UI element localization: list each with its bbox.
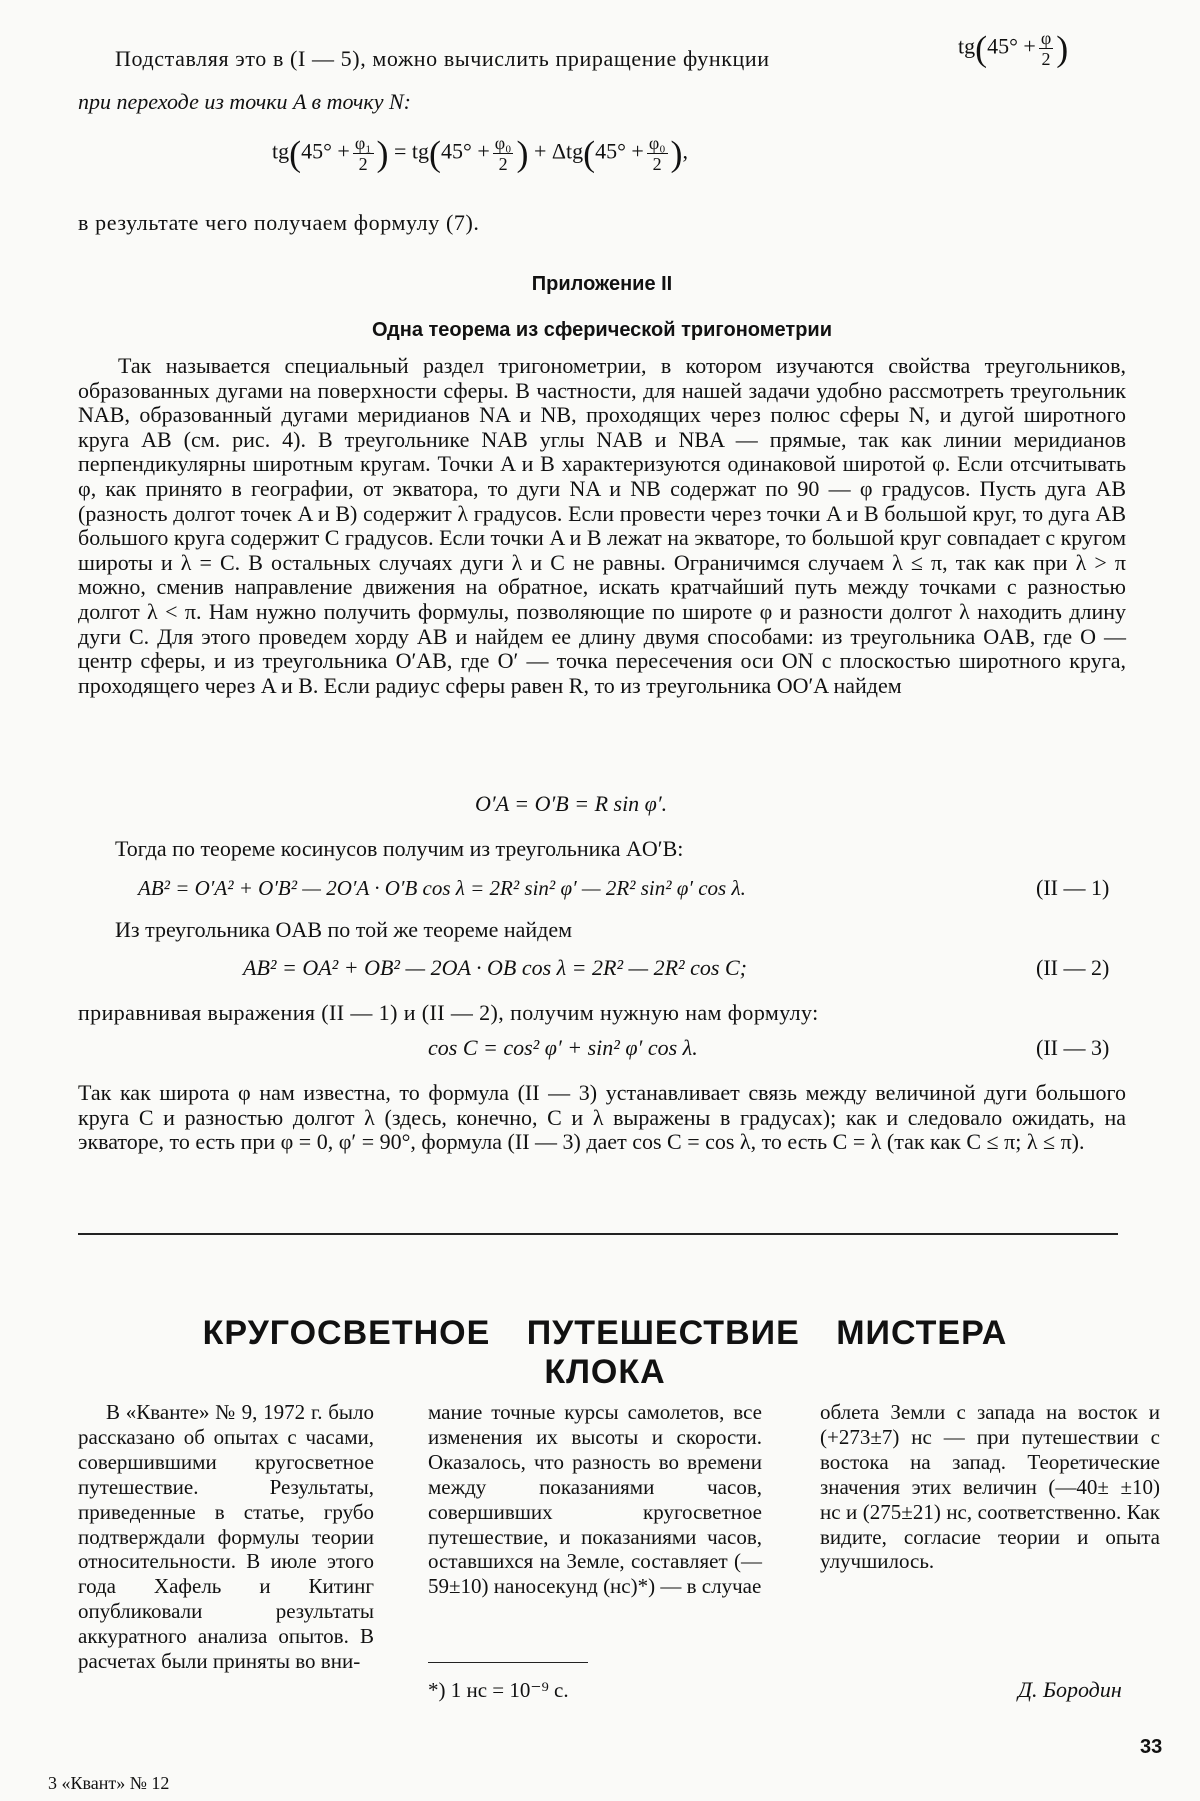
paren-close: ) [1056,28,1069,69]
author-name: Д. Бородин [1018,1677,1122,1702]
article-column-1: В «Кванте» № 9, 1972 г. было рассказано об опытах с часами, совершившими кругосветное путешествие. Результаты, приведенные в статье, грубо подтверждали формулы теории относительности. В июле этого года Хафель и Китинг опубликовали результаты аккуратного анализа опытов. В расчетах были приняты во вни- [78,1400,374,1674]
intro-line-1: Подставляя это в (I — 5), можно вычислить приращение функции [115,46,770,71]
paren: ) [516,133,529,174]
eq-equals: = tg [394,138,430,164]
equate-line: приравнивая выражения (II — 1) и (II — 2), получим нужную нам формулу: [78,1000,819,1025]
appendix-paragraph: Так называется специальный раздел тригонометрии, в котором изучаются свойства треугольников, образованных дугами на поверхности сферы. В частности, для нашей задачи удобно рассмотреть треугольник NAB, образованный дугами меридианов NA и NB, проходящих через полюс сферы N, и дугой широтного круга AB (см. рис. 4). В треугольнике NAB углы NAB и NBA — прямые, так как линии меридианов перпендикулярны широтным кругам. Точки A и B характеризуются одинаковой широтой φ. Если отсчитывать φ, как принято в географии, от экватора, то дуги NA и NB содержат по 90 — φ градусов. Пусть дуга AB (разность долгот точек A и B) содержит λ градусов. Если провести через точки A и B большой круг, то дуга AB большого круга содержит C градусов. Если точки A и B лежат на экваторе, то большой круг совпадает с кругом широты и λ = C. В остальных случаях дуги λ и C не равны. Ограничимся случаем λ ≤ π, так как при λ > π можно, сменив направление движения на обратное, искать кратчайший путь между точками с разностью долгот λ < π. Нам нужно получить формулы, позволяющие по широте φ и разности долгот λ находить длину дуги C. Для этого проведем хорду AB и найдем ее длину двумя способами: из треугольника OAB, где O — центр сферы, и из треугольника O′AB, где O′ — точка пересечения оси ON с плоскостью широтного круга, проходящего через A и B. Если радиус сферы равен R, то из треугольника OO′A найдем [78,353,1126,698]
appendix-heading: Приложение II [531,273,673,295]
formula-oa: O′A = O′B = R sin φ′. [475,791,668,816]
frac-num: φ₁ [354,133,372,153]
equation-number-II-3: (II — 3) [1036,1035,1110,1060]
fraction-3 [647,133,668,174]
paren: ) [670,133,683,174]
equation-II-2: AB² = OA² + OB² — 2OA · OB cos λ = 2R² — 2R² cos C; [243,955,747,980]
eq-part-1: 45° + [301,138,350,164]
page-number: 33 [1140,1736,1163,1758]
article-column-3: облета Земли с запада на восток и (+273±7) нс — при путешествии с востока на запад. Теоретические значения этих величин (—40± ±10) нс и (275±21) нс, соответственно. Как видите, согласие теории и опыта улучшилось. [820,1400,1160,1574]
paren: ( [583,133,596,174]
paren: ( [429,133,442,174]
frac-den: 2 [498,154,508,174]
eq-comma: , [682,138,688,164]
eq-part-3: 45° + [595,138,644,164]
fraction-2 [493,133,514,174]
equation-number-II-2: (II — 2) [1036,955,1110,980]
article-column-2: мание точные курсы самолетов, все изменения их высоты и скорости. Оказалось, что разность во времени между показаниями часов, совершивших кругосветное путешествие, и показаниями часов, оставшихся на Земле, составляет (—59±10) наносекунд (нс)*) — в случае [428,1400,762,1599]
conclusion-paragraph: Так как широта φ нам известна, то формула (II — 3) устанавливает связь между величиной дуги большого круга C и разностью долгот λ (здесь, конечно, C и λ выражены в градусах); как и следовало ожидать, на экваторе, то есть при φ = 0, φ′ = 90°, формула (II — 3) дает cos C = cos λ, то есть C = λ (так как C ≤ π; λ ≤ π). [78,1080,1126,1155]
article-title: КРУГОСВЕТНОЕ ПУТЕШЕСТВИЕ МИСТЕРА КЛОКА [202,1314,1008,1391]
paren: ( [289,133,302,174]
equation-II-3: cos C = cos² φ′ + sin² φ′ cos λ. [428,1035,698,1060]
appendix-subheading: Одна теорема из сферической тригонометрии [371,319,832,341]
frac-den: 2 [1041,49,1051,69]
frac-den: 2 [358,154,368,174]
tg-label: tg [958,33,976,59]
footer-issue: 3 «Квант» № 12 [48,1773,170,1793]
section-divider [78,1233,1118,1235]
tg-equation [272,133,688,174]
paren-open: ( [975,28,988,69]
frac-num: φ [1040,28,1052,48]
equation-II-1: AB² = O′A² + O′B² — 2O′A · O′B cos λ = 2R² sin² φ′ — 2R² sin² φ′ cos λ. [138,876,746,900]
frac-num: φ₀ [494,133,512,153]
paren: ) [376,133,389,174]
equation-number-II-1: (II — 1) [1036,875,1110,900]
cos-intro: Тогда по теореме косинусов получим из треугольника AO′B: [115,836,684,861]
oab-intro: Из треугольника OAB по той же теореме найдем [115,917,573,942]
intro-line-3: в результате чего получаем формулу (7). [78,210,480,235]
frac-num: φ₀ [648,133,666,153]
func-inner: 45° + [987,33,1036,59]
eq-plus-delta: + Δtg [533,138,584,164]
fraction-1 [353,133,374,174]
eq-part-2: 45° + [441,138,490,164]
footnote: *) 1 нс = 10⁻⁹ с. [428,1678,569,1702]
frac-den: 2 [652,154,662,174]
footnote-rule [428,1662,588,1663]
eq-tg: tg [272,138,290,164]
phi-half-fraction [1039,28,1053,69]
intro-line-2: при переходе из точки A в точку N: [78,89,411,114]
function-expression [958,28,1068,69]
